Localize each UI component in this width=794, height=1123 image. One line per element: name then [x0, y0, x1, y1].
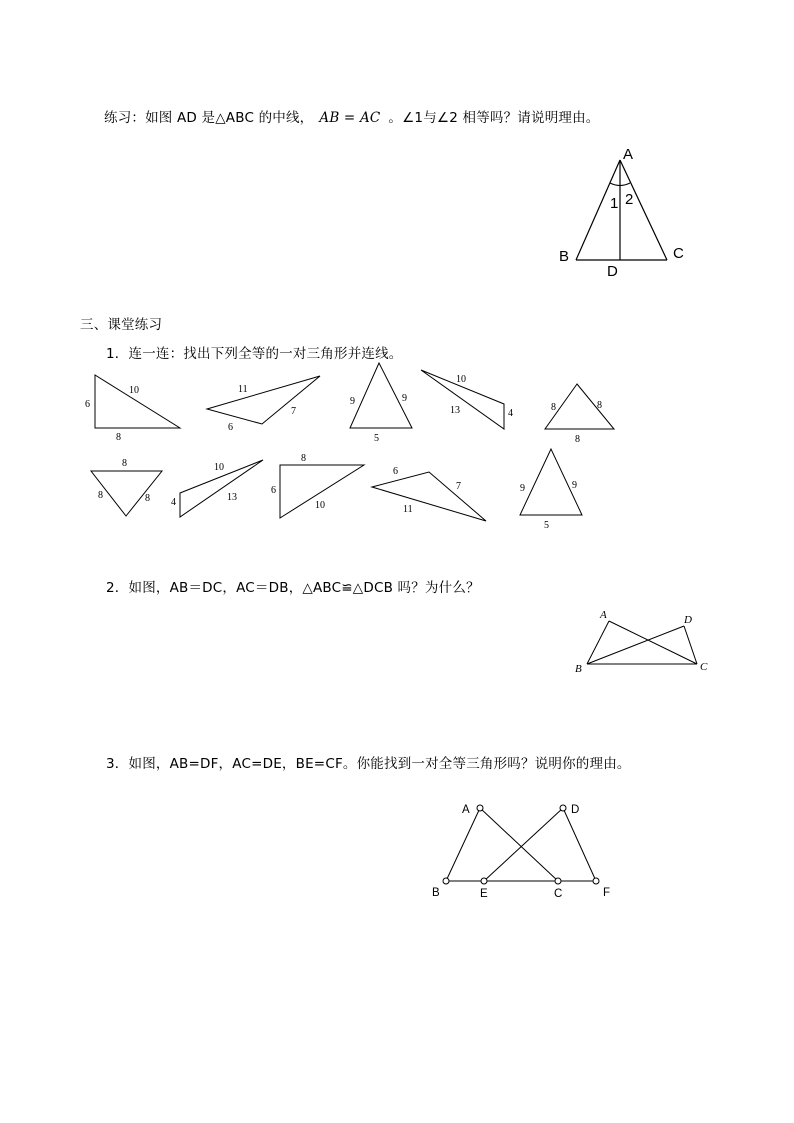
side-label: 7 — [456, 481, 461, 492]
label-F: F — [603, 887, 611, 899]
practice-formula: AB = AC — [319, 110, 381, 126]
side-label: 6 — [393, 466, 398, 477]
side-label: 4 — [508, 408, 513, 419]
label-A: A — [623, 146, 634, 163]
section-title: 三、课堂练习 — [80, 317, 163, 333]
label-B: B — [575, 663, 582, 675]
side-label: 11 — [238, 384, 248, 395]
side-label: 5 — [544, 520, 549, 531]
side-label: 11 — [403, 504, 413, 515]
label-C: C — [554, 888, 563, 900]
side-label: 6 — [85, 399, 90, 410]
label-C: C — [673, 245, 684, 262]
side-label: 10 — [315, 500, 325, 511]
side-label: 4 — [171, 497, 176, 508]
label-D: D — [684, 614, 692, 626]
side-label: 9 — [402, 393, 407, 404]
q3-text: 3．如图，AB=DF，AC=DE，BE=CF。你能找到一对全等三角形吗？说明你的理由。 — [106, 756, 631, 772]
label-D: D — [607, 263, 618, 280]
side-label: 6 — [271, 485, 276, 496]
side-label: 13 — [450, 405, 460, 416]
label-B: B — [432, 887, 440, 899]
side-label: 13 — [227, 492, 237, 503]
label-A: A — [600, 609, 607, 621]
label-E: E — [480, 888, 488, 900]
practice-prefix: 练习：如图 AD 是△ABC 的中线， — [104, 110, 314, 126]
q2-text: 2．如图，AB＝DC，AC＝DB，△ABC≌△DCB 吗？为什么？ — [106, 580, 480, 596]
side-label: 7 — [291, 406, 296, 417]
side-label: 10 — [129, 385, 139, 396]
label-C: C — [700, 661, 708, 673]
q1-text: 1．连一连：找出下列全等的一对三角形并连线。 — [106, 346, 403, 362]
side-label: 9 — [350, 396, 355, 407]
side-label: 10 — [214, 462, 224, 473]
side-label: 10 — [456, 374, 466, 385]
side-label: 9 — [520, 483, 525, 494]
angle-1-label: 1 — [610, 195, 619, 212]
side-label: 8 — [597, 400, 602, 411]
side-label: 8 — [551, 402, 556, 413]
label-A: A — [462, 804, 470, 816]
side-label: 9 — [572, 480, 577, 491]
label-D: D — [571, 804, 580, 816]
practice-suffix: 。∠1与∠2 相等吗？请说明理由。 — [388, 110, 600, 126]
side-label: 8 — [122, 458, 127, 469]
side-label: 8 — [145, 493, 150, 504]
side-label: 6 — [228, 422, 233, 433]
side-label: 8 — [98, 490, 103, 501]
side-label: 5 — [374, 433, 379, 444]
label-B: B — [559, 248, 570, 265]
side-label: 8 — [301, 453, 306, 464]
side-label: 8 — [116, 432, 121, 443]
angle-2-label: 2 — [625, 191, 634, 208]
side-label: 8 — [575, 434, 580, 445]
